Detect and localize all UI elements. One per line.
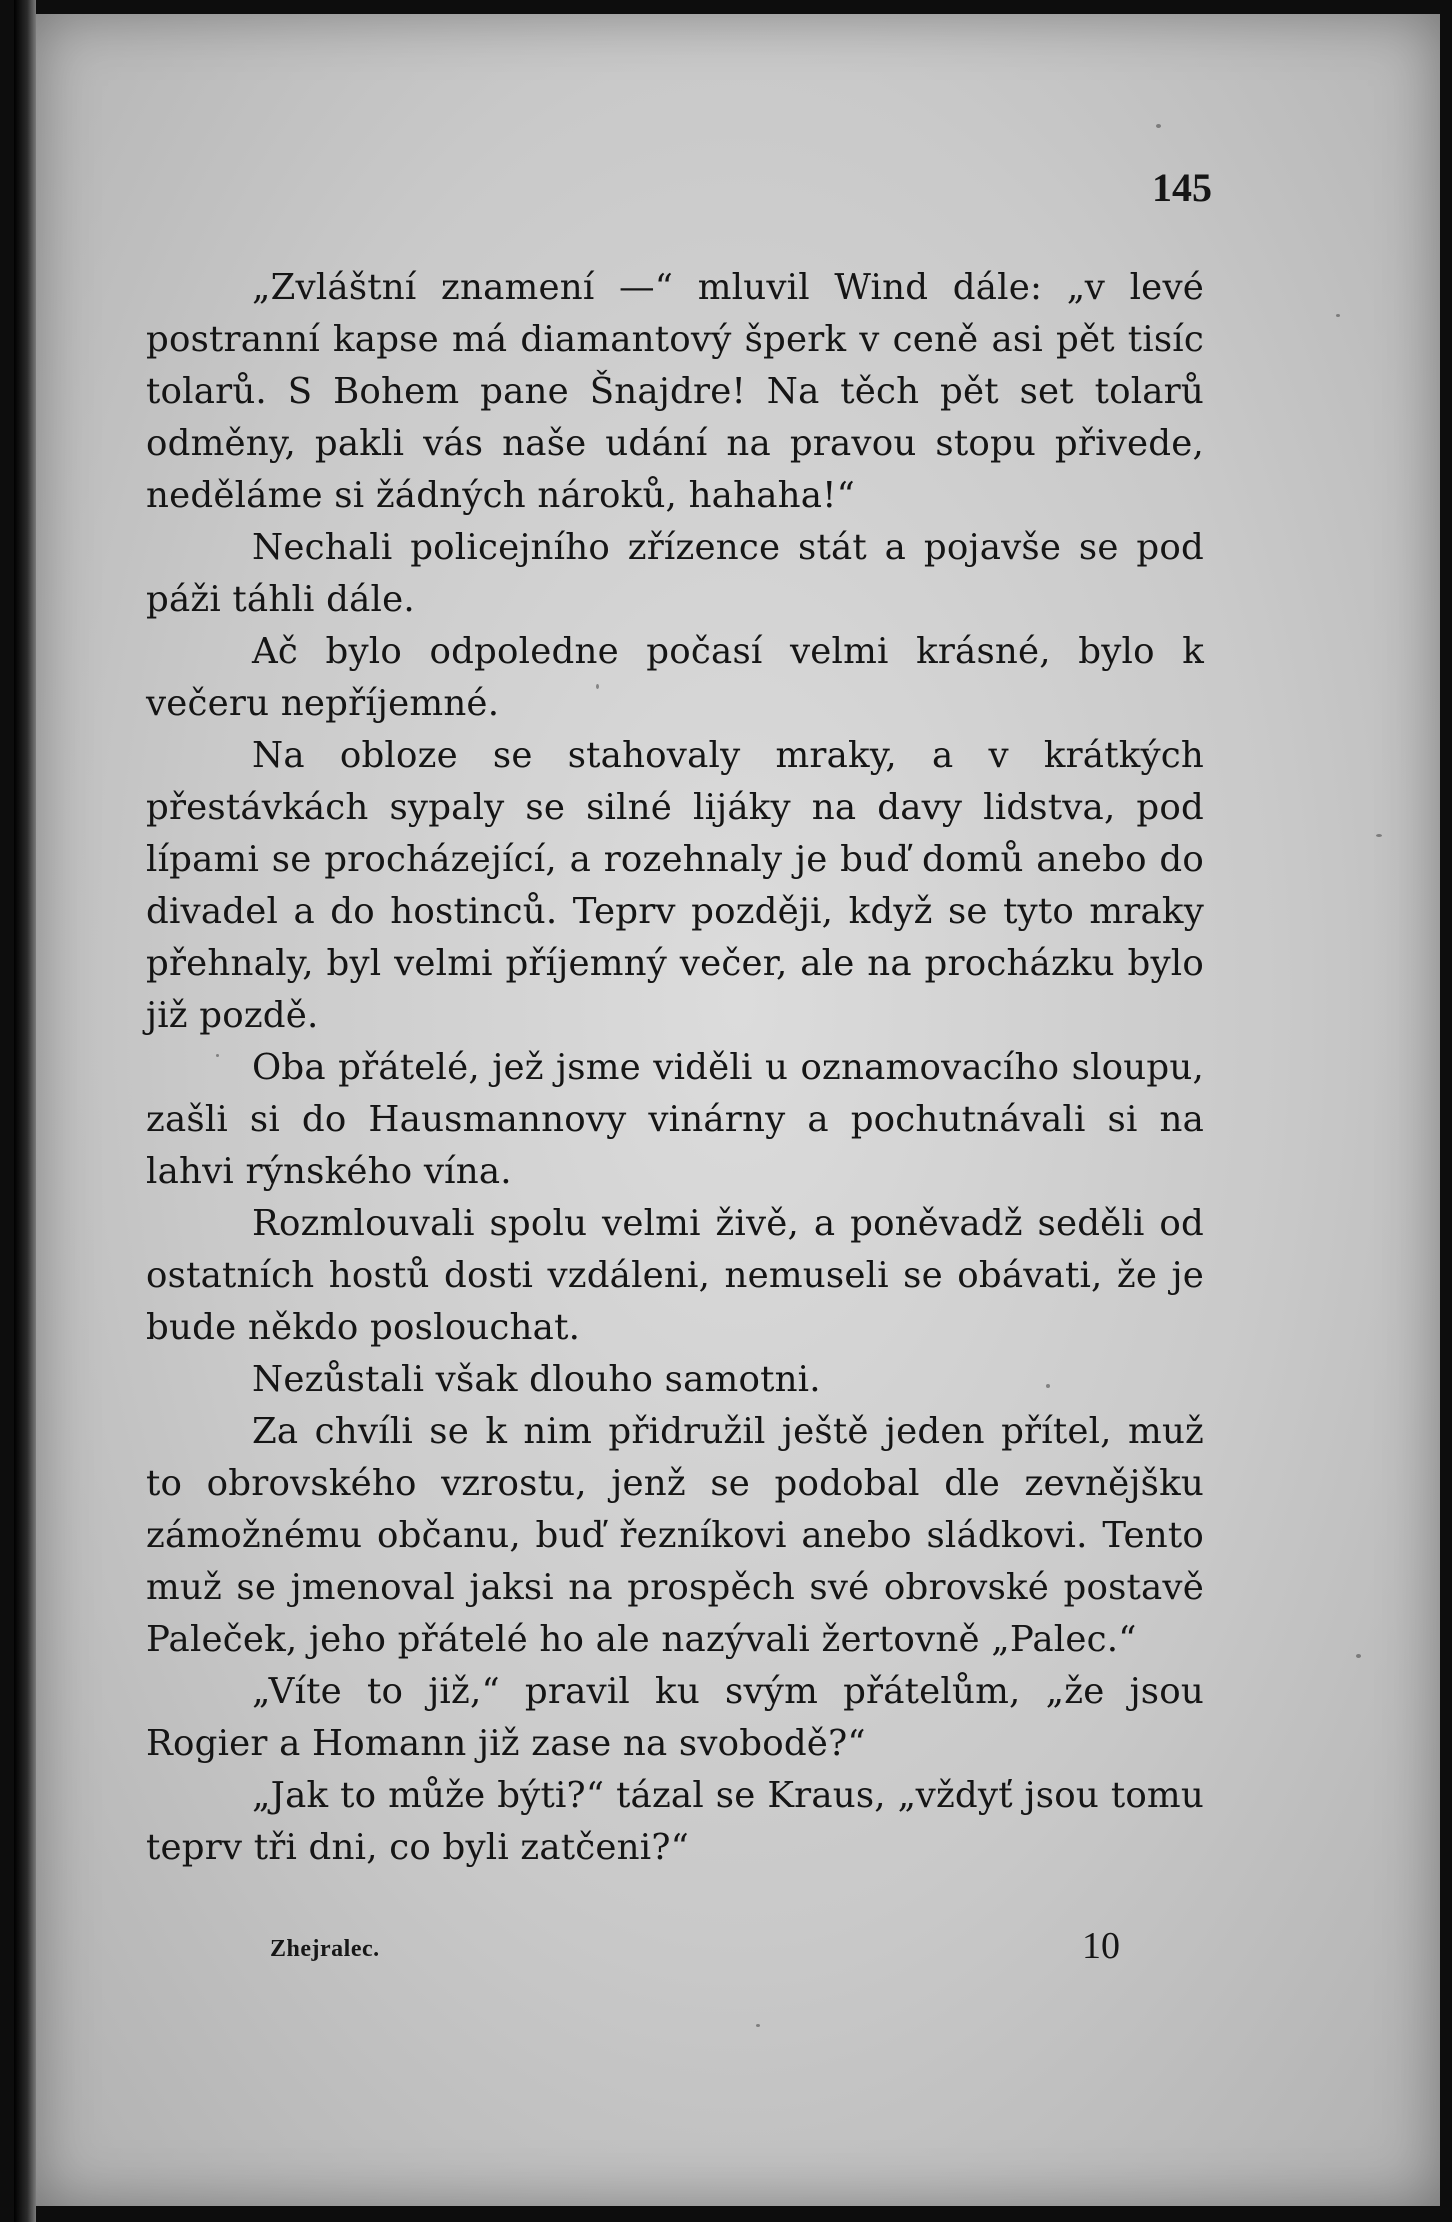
paper-speck: [1356, 1654, 1361, 1658]
paragraph: Na obloze se stahovaly mraky, a v krátkých přestávkách sypaly se silné lijáky na davy lidstva, pod lípami se procházející, a rozehnaly je buď domů anebo do divadel a do hostinců. Teprv později, když se tyto mraky přehnaly, byl velmi příjemný večer, ale na procházku bylo již pozdě.: [146, 735, 1204, 1036]
paragraph: Nezůstali však dlouho samotni.: [252, 1359, 821, 1400]
paragraph: „Zvláštní znamení —“ mluvil Wind dále: „v levé postranní kapse má diamantový šperk v ceně asi pět tisíc tolarů. S Bohem pane Šnajdre! Na těch pět set tolarů odměny, pakli vás naše udání na pravou stopu přivede, neděláme si žádných nároků, hahaha!“: [146, 267, 1204, 516]
paragraph: „Jak to může býti?“ tázal se Kraus, „vždyť jsou tomu teprv tři dni, co byli zatčeni?“: [146, 1775, 1204, 1868]
paper-speck: [1156, 124, 1161, 128]
printer-signature: Zhejralec.: [270, 1936, 380, 1962]
paragraph: Oba přátelé, jež jsme viděli u oznamovacího sloupu, zašli si do Hausmannovy vinárny a pochutnávali si na lahvi rýnského vína.: [146, 1047, 1204, 1192]
paragraph: „Víte to již,“ pravil ku svým přátelům, „že jsou Rogier a Homann již zase na svobodě?“: [146, 1671, 1204, 1764]
paragraph: Rozmlouvali spolu velmi živě, a poněvadž seděli od ostatních hostů dosti vzdáleni, nemuseli se obávati, že je bude někdo poslouchat.: [146, 1203, 1204, 1348]
paragraph: Nechali policejního zřízence stát a pojavše se pod páži táhli dále.: [146, 527, 1204, 620]
page-footer: [270, 1924, 1120, 1974]
book-spine-edge: [14, 0, 36, 2222]
paper-speck: [1336, 314, 1340, 317]
paper-speck: [756, 2024, 760, 2027]
paper-speck: [1376, 834, 1382, 837]
paragraph: Ač bylo odpoledne počasí velmi krásné, bylo k večeru nepříjemné.: [146, 631, 1204, 724]
paragraph: Za chvíli se k nim přidružil ještě jeden přítel, muž to obrovského vzrostu, jenž se podobal dle zevnějšku zámožnému občanu, buď řezníkovi anebo sládkovi. Tento muž se jmenoval jaksi na prospěch své obrovské postavě Paleček, jeho přátelé ho ale nazývali žertovně „Palec.“: [146, 1411, 1204, 1660]
body-text: [146, 262, 1204, 1874]
sheet-number: 10: [1082, 1925, 1120, 1967]
page-number: 145: [1152, 165, 1212, 210]
